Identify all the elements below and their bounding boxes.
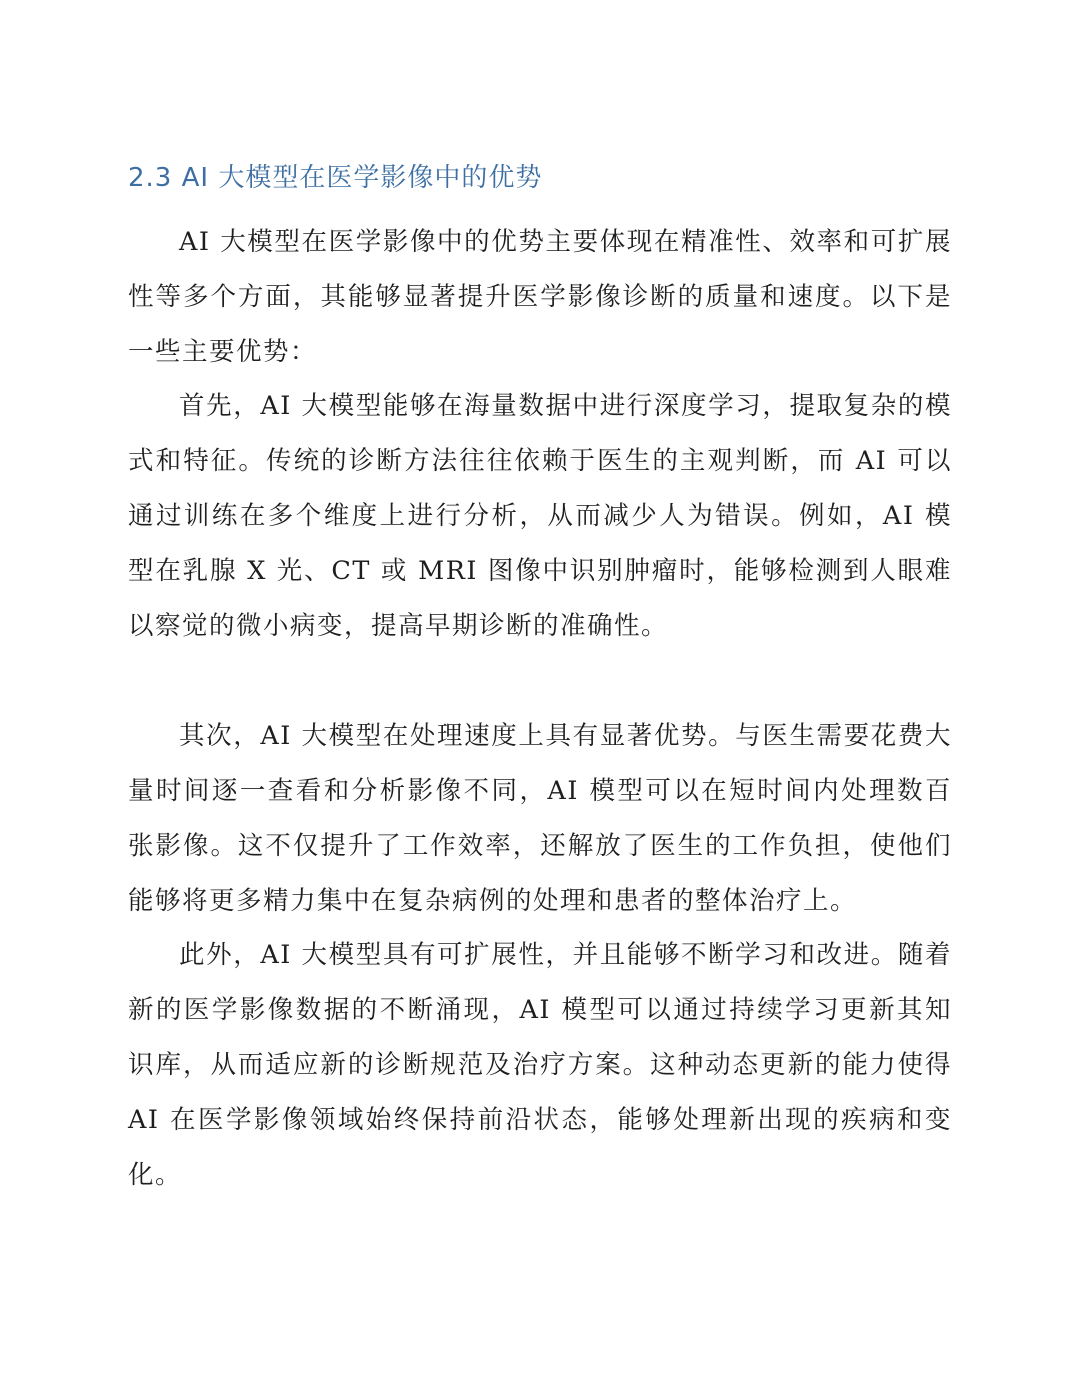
section-heading: 2.3 AI 大模型在医学影像中的优势 <box>128 163 543 193</box>
paragraph-intro: AI 大模型在医学影像中的优势主要体现在精准性、效率和可扩展性等多个方面，其能够显著提升医学影像诊断的质量和速度。以下是一些主要优势： <box>128 227 952 367</box>
paragraph-third-advantage: 此外，AI 大模型具有可扩展性，并且能够不断学习和改进。随着新的医学影像数据的不断涌现，AI 模型可以通过持续学习更新其知识库，从而适应新的诊断规范及治疗方案。这种动态更新的能力使得 AI 在医学影像领域始终保持前沿状态，能够处理新出现的疾病和变化。 <box>128 940 952 1190</box>
paragraph-first-advantage: 首先，AI 大模型能够在海量数据中进行深度学习，提取复杂的模式和特征。传统的诊断方法往往依赖于医生的主观判断，而 AI 可以通过训练在多个维度上进行分析，从而减少人为错误。例如，AI 模型在乳腺 X 光、CT 或 MRI 图像中识别肿瘤时，能够检测到人眼难以察觉的微小病变，提高早期诊断的准确性。 <box>128 391 952 641</box>
paragraph-second-advantage: 其次，AI 大模型在处理速度上具有显著优势。与医生需要花费大量时间逐一查看和分析影像不同，AI 模型可以在短时间内处理数百张影像。这不仅提升了工作效率，还解放了医生的工作负担，使他们能够将更多精力集中在复杂病例的处理和患者的整体治疗上。 <box>128 721 952 916</box>
